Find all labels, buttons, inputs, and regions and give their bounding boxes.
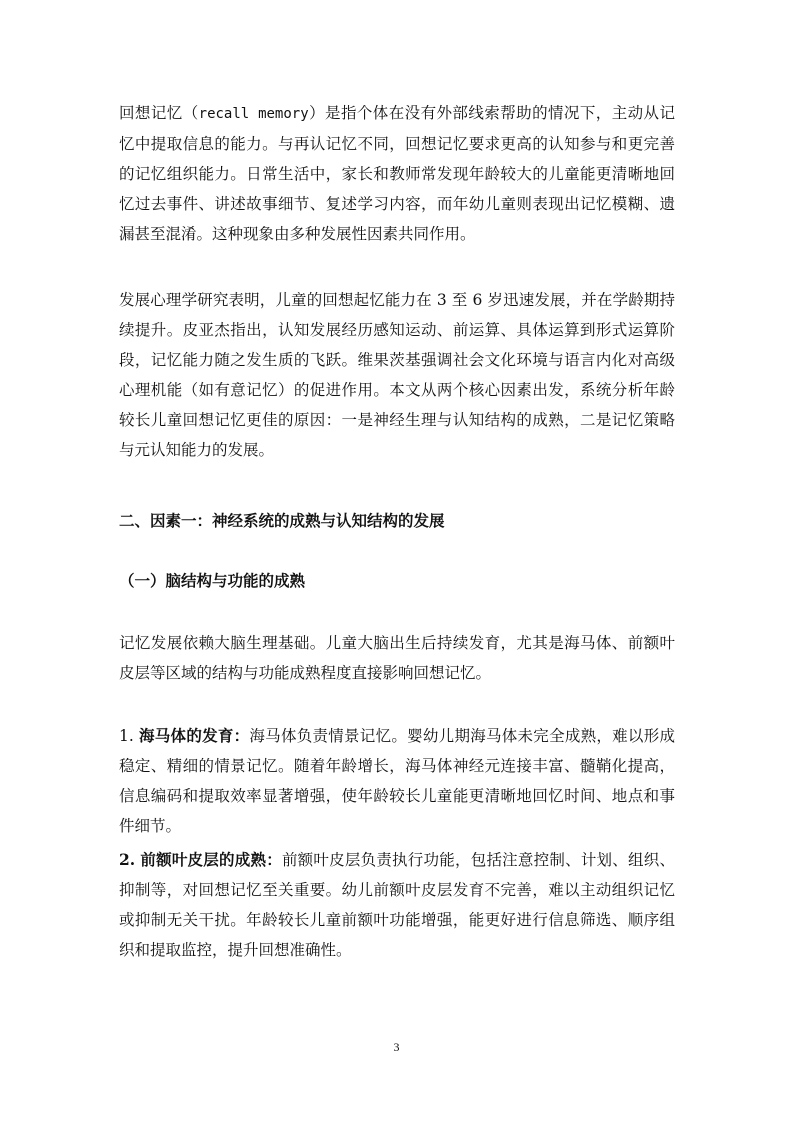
list-item-hippocampus	[119, 721, 675, 841]
page-number: 3	[393, 1040, 400, 1054]
intro-paragraph-1	[119, 98, 675, 249]
recall-memory-term: recall memory	[198, 106, 309, 122]
list-item-number: 2.	[119, 850, 136, 869]
list-item-text: 海马体负责情景记忆。婴幼儿期海马体未完全成熟，难以形成稳定、精细的情景记忆。随着年龄增长，海马体神经元连接丰富、髓鞘化提高，信息编码和提取效率显著增强，使年龄较长儿童能更清晰地回忆时间、地点和事件细节。	[119, 727, 675, 835]
subsection-intro: 记忆发展依赖大脑生理基础。儿童大脑出生后持续发育，尤其是海马体、前额叶皮层等区域的结构与功能成熟程度直接影响回想记忆。	[119, 634, 675, 682]
list-item-text: 前额叶皮层负责执行功能，包括注意控制、计划、组织、抑制等，对回想记忆至关重要。幼儿前额叶皮层发育不完善，难以主动组织记忆或抑制无关干扰。年龄较长儿童前额叶功能增强，能更好进行信息筛选、顺序组织和提取监控，提升回想准确性。	[119, 851, 675, 959]
intro-paragraph-1-start: 回想记忆（	[119, 104, 199, 122]
list-item-title: 前额叶皮层的成熟：	[140, 850, 282, 869]
subsection-heading: （一）脑结构与功能的成熟	[119, 571, 306, 590]
list-item-title: 海马体的发育：	[139, 726, 250, 745]
intro-paragraph-1-rest: ）是指个体在没有外部线索帮助的情况下，主动从记忆中提取信息的能力。与再认记忆不同，回想记忆要求更高的认知参与和更完善的记忆组织能力。日常生活中，家长和教师常发现年龄较大的儿童能更清晰地回忆过去事件、讲述故事细节、复述学习内容，而年幼儿童则表现出记忆模糊、遗漏甚至混淆。这种现象由多种发展性因素共同作用。	[119, 104, 675, 243]
list-item-prefrontal	[119, 845, 675, 965]
intro-paragraph-2: 发展心理学研究表明，儿童的回想起忆能力在 3 至 6 岁迅速发展，并在学龄期持续提升。皮亚杰指出，认知发展经历感知运动、前运算、具体运算到形式运算阶段，记忆能力随之发生质的飞跃。维果茨基强调社会文化环境与语言内化对高级心理机能（如有意记忆）的促进作用。本文从两个核心因素出发，系统分析年龄较长儿童回想记忆更佳的原因：一是神经生理与认知结构的成熟，二是记忆策略与元认知能力的发展。	[119, 291, 675, 459]
section-heading: 二、因素一：神经系统的成熟与认知结构的发展	[119, 511, 445, 530]
list-item-number: 1.	[119, 727, 134, 745]
